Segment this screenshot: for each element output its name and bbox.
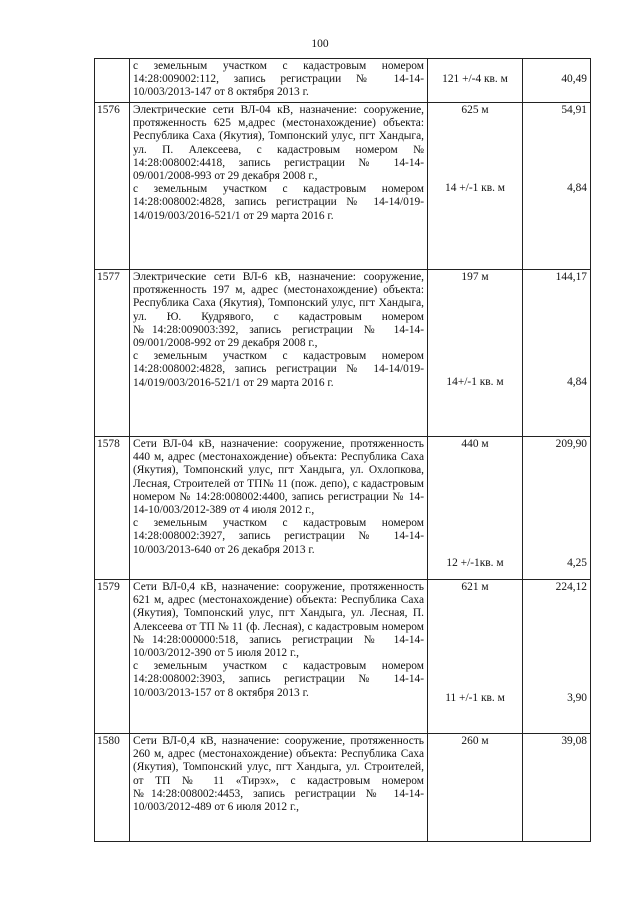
value-cell	[523, 270, 591, 437]
table-row	[95, 103, 591, 270]
object-value: 144,17	[555, 271, 587, 283]
object-extent: 260 м	[461, 735, 489, 747]
row-number	[95, 59, 130, 103]
page-number: 100	[311, 38, 329, 50]
land-value: 4,84	[567, 182, 587, 194]
object-description	[130, 437, 428, 580]
value-cell	[523, 103, 591, 270]
extent-cell	[428, 580, 523, 734]
extent-cell	[428, 59, 523, 103]
property-table	[94, 58, 591, 842]
table-row	[95, 437, 591, 580]
extent-cell	[428, 103, 523, 270]
table-row	[95, 59, 591, 103]
description-paragraph: с земельным участком с кадастровым номером 14:28:009002:112, запись регистрации № 14-14-10/003/2013-147 от 8 октября 2013 г.	[133, 60, 424, 99]
table-row	[95, 734, 591, 842]
row-number: 1578	[95, 437, 130, 580]
object-description	[130, 59, 428, 103]
table-row	[95, 580, 591, 734]
description-paragraph: Сети ВЛ-0,4 кВ, назначение: сооружение, протяженность 260 м, адрес (местонахождение) объекта: Республика Саха (Якутия), Томпонский улус, пгт Хандыга, ул. Строителей, от ТП № 11 «Тирэх», с кадастровым номером №14:28:008002:4453, запись регистрации № 14-14-10/003/2012-489 от 6 июля 2012 г.,	[133, 735, 424, 814]
object-extent: 197 м	[461, 271, 489, 283]
value-cell	[523, 580, 591, 734]
description-paragraph: Сети ВЛ-04 кВ, назначение: сооружение, протяженность 440 м, адрес (местонахождение) объекта: Республика Саха (Якутия), Томпонский улус, пгт Хандыга, ул. Охлопкова, Лесная, Строителей от ТП№ 11 (пож. депо), с кадастровым номером № 14:28:008002:4400, запись регистрации № 14-14-10/003/2012-389 от 4 июля 2012 г.,	[133, 438, 424, 517]
land-plot-paragraph: с земельным участком с кадастровым номером 14:28:008002:4828, запись регистрации № 14-14/019-14/019/003/2016-521/1 от 29 марта 2016 г.	[133, 350, 424, 389]
table-row	[95, 270, 591, 437]
land-value: 3,90	[567, 692, 587, 704]
object-extent: 621 м	[461, 581, 489, 593]
description-paragraph: Электрические сети ВЛ-6 кВ, назначение: сооружение, протяженность 197 м, адрес (местонахождение) объекта: Республика Саха (Якутия), Томпонский улус, пгт Хандыга, ул. Ю. Кудрявого, с кадастровым номером №14:28:009003:392, запись регистрации № 14-14-09/001/2008-992 от 29 декабря 2008 г.,	[133, 271, 424, 350]
row-number: 1580	[95, 734, 130, 842]
object-value: 209,90	[555, 438, 587, 450]
value-cell	[523, 59, 591, 103]
land-area: 121 +/-4 кв. м	[442, 73, 508, 85]
value-cell	[523, 734, 591, 842]
value-cell	[523, 437, 591, 580]
land-plot-paragraph: с земельным участком с кадастровым номером 14:28:008002:4828, запись регистрации № 14-14/019-14/019/003/2016-521/1 от 29 марта 2016 г.	[133, 183, 424, 222]
object-value: 224,12	[555, 581, 587, 593]
object-value: 39,08	[561, 735, 587, 747]
row-number: 1577	[95, 270, 130, 437]
object-description	[130, 580, 428, 734]
object-description	[130, 270, 428, 437]
description-paragraph: Сети ВЛ-0,4 кВ, назначение: сооружение, протяженность 621 м, адрес (местонахождение) объекта: Республика Саха (Якутия), Томпонский улус, пгт Хандыга, ул. Лесная, П. Алексеева от ТП № 11 (ф. Лесная), с кадастровым номером №14:28:000000:518, запись регистрации № 14-14-10/003/2012-390 от 5 июля 2012 г.,	[133, 581, 424, 660]
row-number: 1579	[95, 580, 130, 734]
land-value: 4,25	[567, 557, 587, 569]
land-area: 11 +/-1 кв. м	[445, 692, 505, 704]
row-number: 1576	[95, 103, 130, 270]
land-area: 12 +/-1кв. м	[446, 557, 504, 569]
land-value: 40,49	[561, 73, 587, 85]
object-value: 54,91	[561, 104, 587, 116]
extent-cell	[428, 437, 523, 580]
object-extent: 440 м	[461, 438, 489, 450]
land-area: 14+/-1 кв. м	[446, 376, 504, 388]
land-area: 14 +/-1 кв. м	[445, 182, 505, 194]
object-extent: 625 м	[461, 104, 489, 116]
land-plot-paragraph: с земельным участком с кадастровым номером 14:28:008002:3927, запись регистрации № 14-14-10/003/2013-640 от 26 декабря 2013 г.	[133, 517, 424, 556]
object-description	[130, 734, 428, 842]
description-paragraph: Электрические сети ВЛ-04 кВ, назначение: сооружение, протяженность 625 м,адрес (местонахождение) объекта: Республика Саха (Якутия), Томпонский улус, пгт Хандыга, ул. П. Алексеева, с кадастровым номером № 14:28:008002:4418, запись регистрации № 14-14-09/001/2008-993 от 29 декабря 2008 г.,	[133, 104, 424, 183]
extent-cell	[428, 270, 523, 437]
extent-cell	[428, 734, 523, 842]
land-plot-paragraph: с земельным участком с кадастровым номером 14:28:008002:3903, запись регистрации № 14-14-10/003/2013-157 от 8 октября 2013 г.	[133, 660, 424, 699]
land-value: 4,84	[567, 376, 587, 388]
object-description	[130, 103, 428, 270]
